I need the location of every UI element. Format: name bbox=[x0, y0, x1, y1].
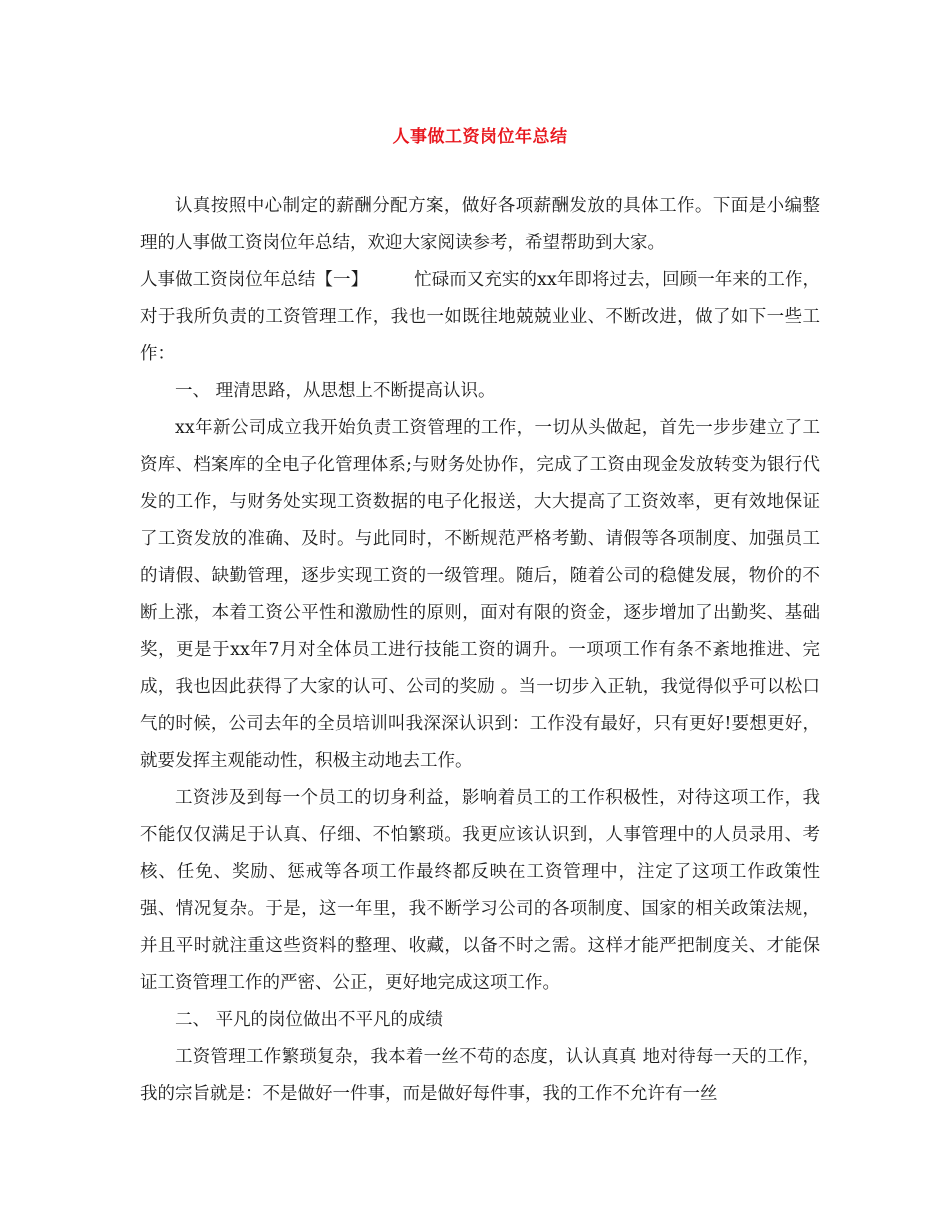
document-title: 人事做工资岗位年总结 bbox=[392, 127, 568, 147]
section-first-paragraph bbox=[140, 262, 820, 373]
paragraph-three: 工资管理工作繁琐复杂，我本着一丝不苟的态度，认认真真 地对待每一天的工作，我的宗旨就是：不是做好一件事，而是做好每件事，我的工作不允许有一丝 bbox=[140, 1047, 820, 1104]
heading-two: 二、 平凡的岗位做出不平凡的成绩 bbox=[175, 1010, 444, 1030]
paragraph-one: xx年新公司成立我开始负责工资管理的工作，一切从头做起，首先一步步建立了工资库、档案库的全电子化管理体系;与财务处协作，完成了工资由现金发放转变为银行代发的工作，与财务处实现工资数据的电子化报送，大大提高了工资效率，更有效地保证了工资发放的准确、及时。与此同时，不断规范严格考勤、请假等各项制度、加强员工的请假、缺勤管理，逐步实现工资的一级管理。随后，随着公司的稳健发展，物价的不断上涨，本着工资公平性和激励性的原则，面对有限的资金，逐步增加了出勤奖、基础奖，更是于xx年7月对全体员工进行技能工资的调升。一项项工作有条不紊地推进、完成，我也因此获得了大家的认可、公司的奖励 。当一切步入正轨，我觉得似乎可以松口气的时候，公司去年的全员培训叫我深深认识到：工作没有最好，只有更好!要想更好，就要发挥主观能动性，积极主动地去工作。 bbox=[140, 418, 820, 771]
heading-one: 一、 理清思路，从思想上不断提高认识。 bbox=[175, 381, 496, 401]
paragraph-two: 工资涉及到每一个员工的切身利益，影响着员工的工作积极性，对待这项工作，我不能仅仅满足于认真、仔细、不怕繁琐。我更应该认识到，人事管理中的人员录用、考核、任免、奖励、惩戒等各项工作最终都反映在工资管理中，注定了这项工作政策性强、情况复杂。于是，这一年里，我不断学习公司的各项制度、国家的相关政策法规，并且平时就注重这些资料的整理、收藏，以备不时之需。这样才能严把制度关、才能保证工资管理工作的严密、公正，更好地完成这项工作。 bbox=[140, 788, 820, 993]
document-body bbox=[140, 188, 820, 1113]
section-label: 人事做工资岗位年总结【一】 bbox=[140, 270, 369, 290]
section-first-text: 忙碌而又充实的xx年即将过去，回顾一年来的工作，对于我所负责的工资管理工作，我也一如既往地兢兢业业、不断改进，做了如下一些工作： bbox=[140, 270, 820, 364]
intro-paragraph: 认真按照中心制定的薪酬分配方案，做好各项薪酬发放的具体工作。下面是小编整理的人事做工资岗位年总结，欢迎大家阅读参考，希望帮助到大家。 bbox=[140, 196, 820, 253]
